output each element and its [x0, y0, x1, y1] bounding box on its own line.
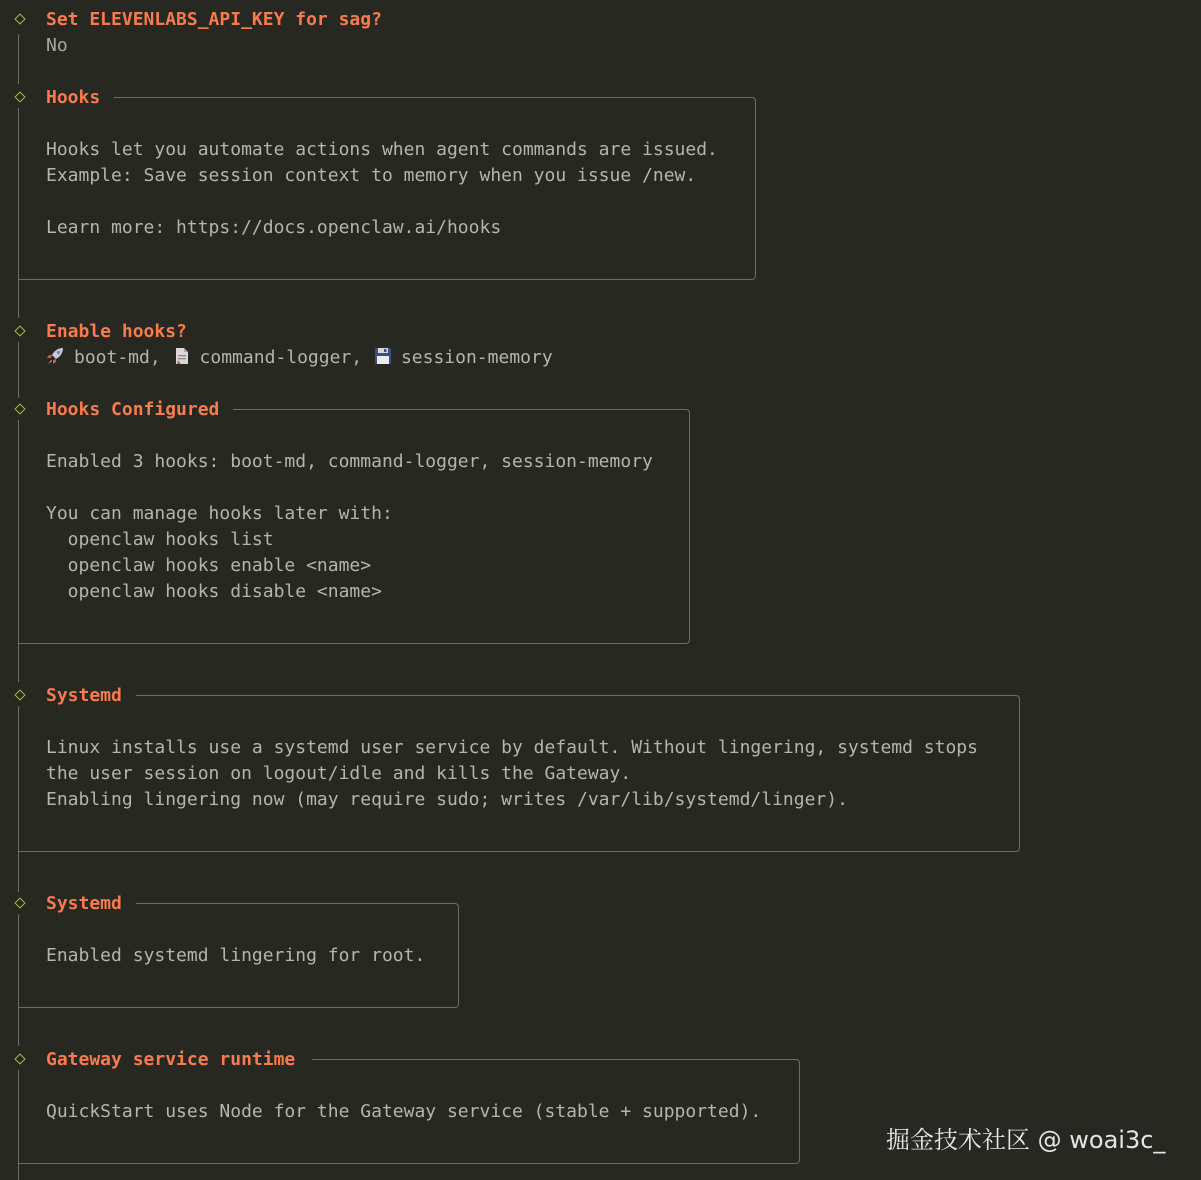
hooks-command-line: openclaw hooks disable <name> — [46, 581, 382, 602]
step-diamond-icon — [14, 325, 25, 336]
systemd-note-title: Systemd — [46, 685, 122, 706]
step-diamond-icon — [14, 13, 25, 24]
hook-option-label: session-memory — [400, 347, 553, 368]
enable-hooks-selection[interactable] — [46, 345, 553, 371]
gateway-runtime-title: Gateway service runtime — [46, 1049, 296, 1070]
floppy-disk-icon — [373, 347, 393, 365]
hooks-note-line: Hooks let you automate actions when agent commands are issued. — [46, 139, 718, 160]
systemd-done-title: Systemd — [46, 893, 122, 914]
hooks-command-line: openclaw hooks enable <name> — [46, 555, 372, 576]
hooks-note-line: Example: Save session context to memory when you issue /new. — [46, 165, 697, 186]
connector-line — [18, 34, 19, 84]
gateway-runtime-line: QuickStart uses Node for the Gateway service (stable + supported). — [46, 1101, 762, 1122]
enable-hooks-question: Enable hooks? — [46, 321, 187, 342]
rocket-icon — [46, 347, 66, 365]
hooks-command-line: openclaw hooks list — [46, 529, 274, 550]
document-icon — [172, 347, 192, 365]
systemd-note-line: Enabling lingering now (may require sudo; writes /var/lib/systemd/linger). — [46, 789, 848, 810]
sag-api-key-question: Set ELEVENLABS_API_KEY for sag? — [46, 9, 382, 30]
hooks-configured-line: Enabled 3 hooks: boot-md, command-logger, session-memory — [46, 451, 653, 472]
watermark: 掘金技术社区 @ woai3c_ — [886, 1126, 1166, 1154]
systemd-done-line: Enabled systemd lingering for root. — [46, 945, 426, 966]
sag-api-key-answer: No — [46, 35, 68, 56]
hooks-configured-title: Hooks Configured — [46, 399, 220, 420]
hook-option-label: command-logger, — [199, 347, 363, 368]
connector-line — [18, 342, 19, 398]
systemd-note-line: the user session on logout/idle and kills the Gateway. — [46, 763, 632, 784]
hooks-note-title: Hooks — [46, 87, 101, 108]
systemd-note-line: Linux installs use a systemd user service by default. Without lingering, systemd stops — [46, 737, 978, 758]
hooks-docs-link[interactable]: Learn more: https://docs.openclaw.ai/hooks — [46, 217, 502, 238]
hook-option-label: boot-md, — [74, 347, 161, 368]
hooks-configured-line: You can manage hooks later with: — [46, 503, 393, 524]
